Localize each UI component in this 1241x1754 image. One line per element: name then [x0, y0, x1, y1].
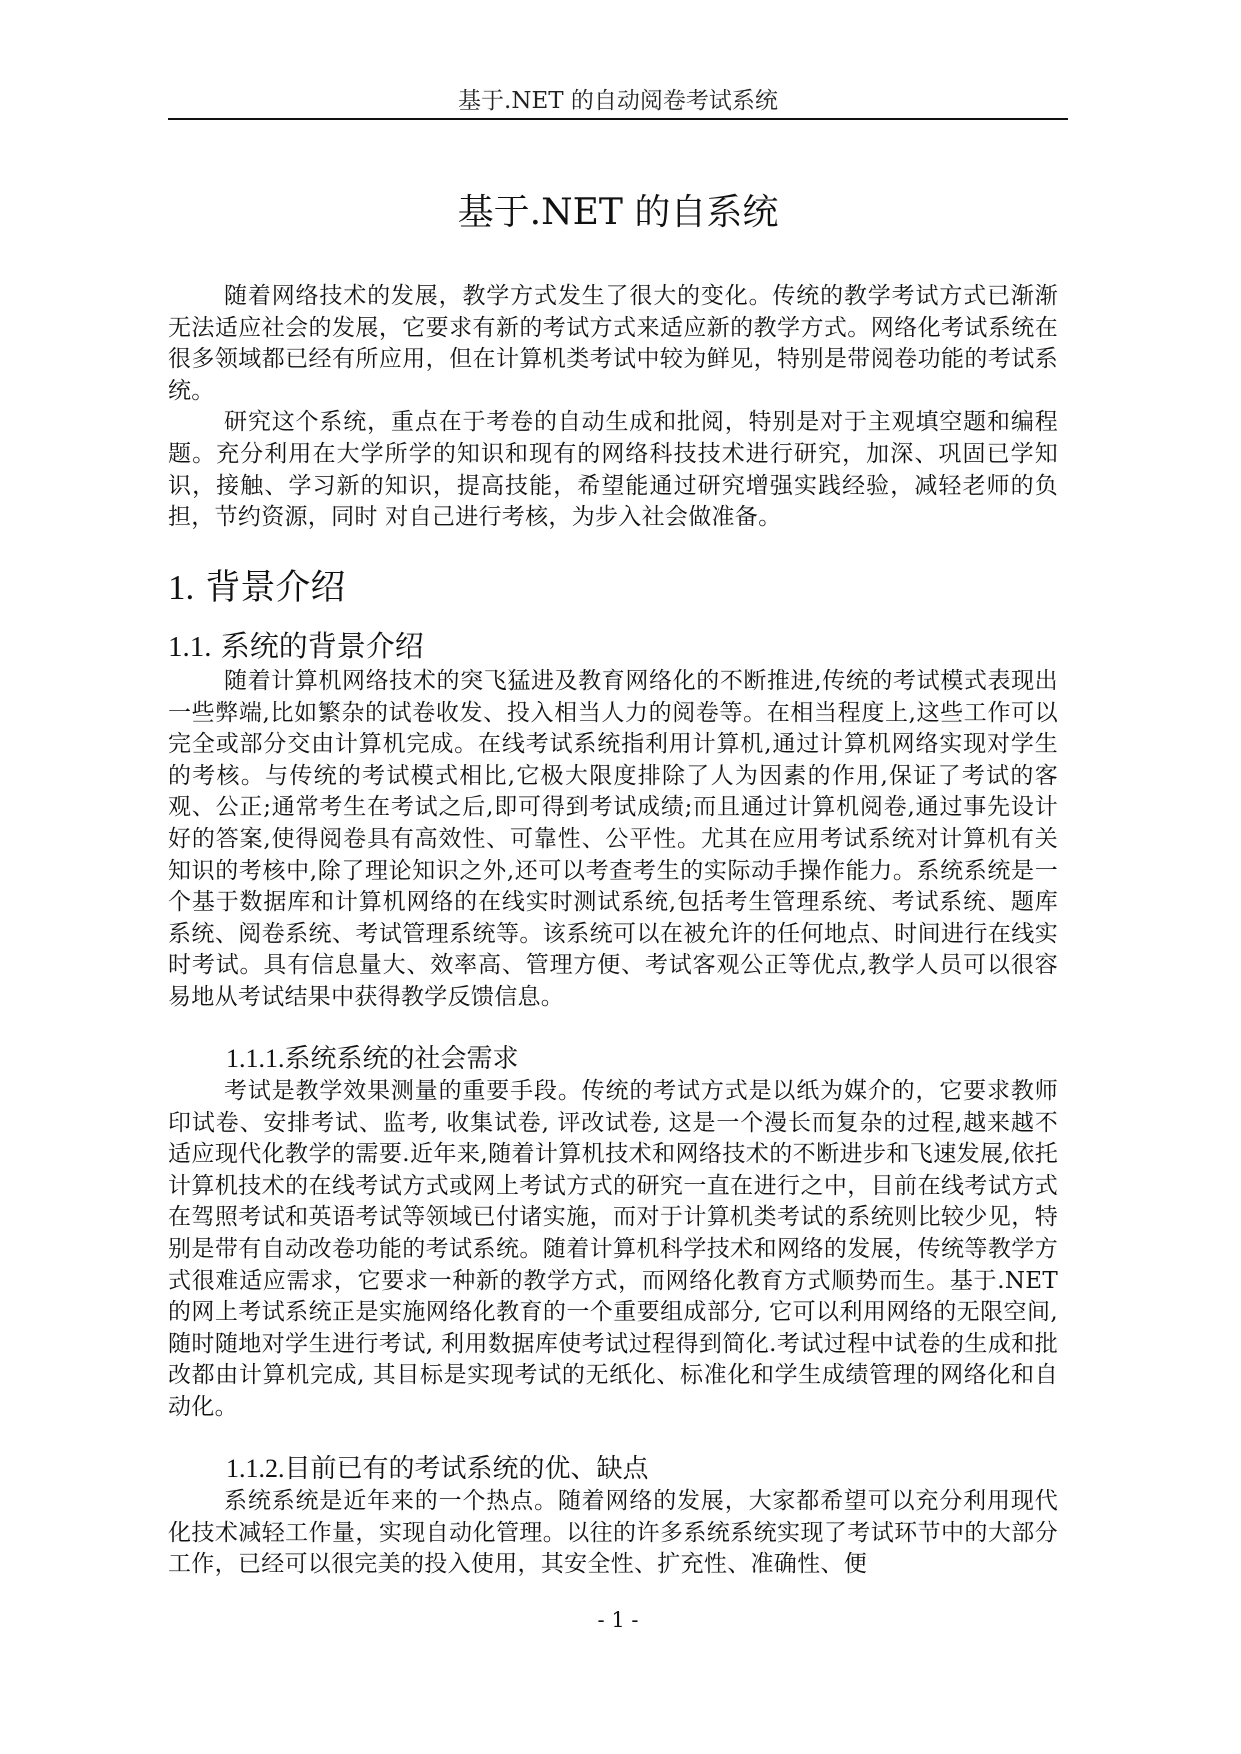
- section-1-1-2-title: 目前已有的考试系统的优、缺点: [284, 1454, 649, 1484]
- intro-paragraph-2: 研究这个系统，重点在于考卷的自动生成和批阅，特别是对于主观填空题和编程题。充分利用在大学所学的知识和现有的网络科技技术进行研究，加深、巩固已学知识，接触、学习新的知识，提高技能，希望能通过研究增强实践经验，减轻老师的负担，节约资源，同时 对自己进行考核，为步入社会做准备。: [168, 409, 1058, 531]
- document-title: 基于.NET 的自系统: [457, 192, 779, 233]
- section-1-1-1-paragraph: 考试是教学效果测量的重要手段。传统的考试方式是以纸为媒介的，它要求教师印试卷、安排考试、监考, 收集试卷, 评改试卷, 这是一个漫长而复杂的过程,越来越不适应现代化教学的需要.近年来,随着计算机技术和网络技术的不断进步和飞速发展,依托计算机技术的在线考试方式或网上考试方式的研究一直在进行之中，目前在线考试方式在驾照考试和英语考试等领域已付诸实施，而对于计算机类考试的系统则比较少见，特别是带有自动改卷功能的考试系统。随着计算机科学技术和网络的发展，传统等教学方式很难适应需求，它要求一种新的教学方式，而网络化教育方式顺势而生。基于.NET 的网上考试系统正是实施网络化教育的一个重要组成部分, 它可以利用网络的无限空间, 随时随地对学生进行考试, 利用数据库使考试过程得到简化.考试过程中试卷的生成和批改都由计算机完成, 其目标是实现考试的无纸化、标准化和学生成绩管理的网络化和自动化。: [168, 1078, 1058, 1420]
- header-rule: [168, 118, 1068, 120]
- section-1-1-heading: [168, 627, 1058, 666]
- section-1-1-1: [168, 1042, 1058, 1424]
- section-1: [168, 565, 1058, 611]
- section-1-1-2: [168, 1452, 1058, 1581]
- section-1-1-title: 系统的背景介绍: [220, 629, 424, 663]
- section-1-heading: [168, 565, 1058, 611]
- section-1-1-2-heading: [168, 1452, 1058, 1486]
- section-1-title: 背景介绍: [205, 568, 346, 608]
- section-1-1-1-number: 1.1.1.: [226, 1044, 285, 1073]
- intro-paragraph-1: 随着网络技术的发展，教学方式发生了很大的变化。传统的教学考试方式已渐渐无法适应社会的发展，它要求有新的考试方式来适应新的教学方式。网络化考试系统在很多领域都已经有所应用，但在计算机类考试中较为鲜见，特别是带阅卷功能的考试系统。: [168, 283, 1058, 404]
- section-1-1-1-title: 系统系统的社会需求: [284, 1044, 519, 1074]
- page-number: - 1 -: [597, 1608, 639, 1632]
- section-1-number: 1.: [168, 568, 195, 607]
- section-1-1-2-paragraph: 系统系统是近年来的一个热点。随着网络的发展，大家都希望可以充分利用现代化技术减轻工作量，实现自动化管理。以往的许多系统系统实现了考试环节中的大部分工作，已经可以很完美的投入使用，其安全性、扩充性、准确性、便: [168, 1488, 1058, 1578]
- section-1-1-1-heading: [168, 1042, 1058, 1076]
- section-1-1: [168, 627, 1058, 1014]
- section-1-1-number: 1.1.: [168, 631, 212, 663]
- running-header: 基于.NET 的自动阅卷考试系统: [458, 88, 778, 114]
- section-1-1-paragraph: 随着计算机网络技术的突飞猛进及教育网络化的不断推进,传统的考试模式表现出一些弊端,比如繁杂的试卷收发、投入相当人力的阅卷等。在相当程度上,这些工作可以完全或部分交由计算机完成。在线考试系统指利用计算机,通过计算机网络实现对学生的考核。与传统的考试模式相比,它极大限度排除了人为因素的作用,保证了考试的客观、公正;通常考生在考试之后,即可得到考试成绩;而且通过计算机阅卷,通过事先设计好的答案,使得阅卷具有高效性、可靠性、公平性。尤其在应用考试系统对计算机有关知识的考核中,除了理论知识之外,还可以考查考生的实际动手操作能力。系统系统是一个基于数据库和计算机网络的在线实时测试系统,包括考生管理系统、考试系统、题库系统、阅卷系统、考试管理系统等。该系统可以在被允许的任何地点、时间进行在线实时考试。具有信息量大、效率高、管理方便、考试客观公正等优点,教学人员可以很容易地从考试结果中获得教学反馈信息。: [168, 668, 1058, 1010]
- section-1-1-2-number: 1.1.2.: [226, 1454, 285, 1483]
- intro-section: [168, 281, 1058, 534]
